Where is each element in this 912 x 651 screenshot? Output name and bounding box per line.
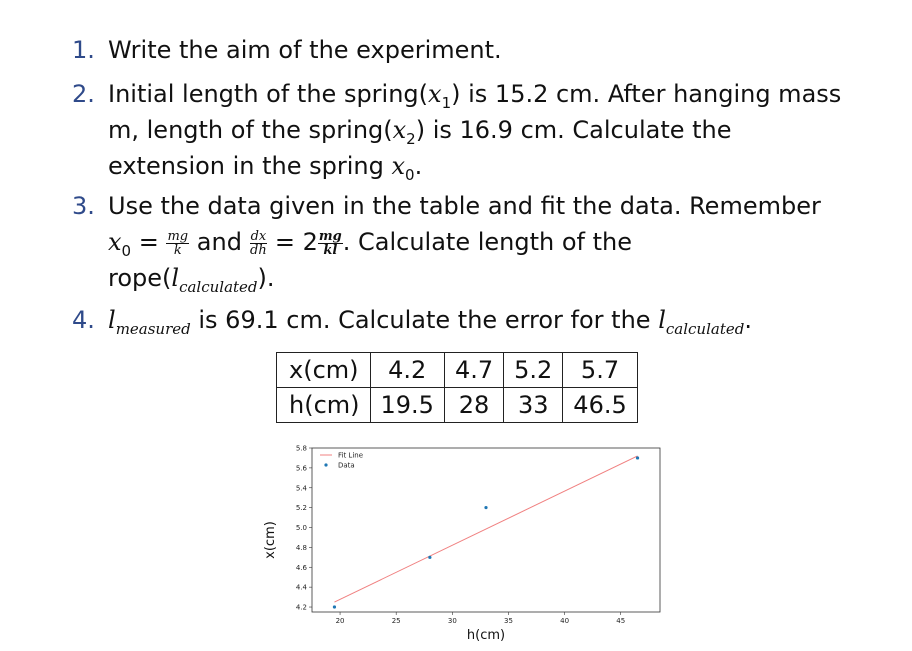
- subscript: 1: [441, 93, 452, 112]
- y-tick-label: 5.8: [295, 444, 307, 453]
- question-number: 3.: [72, 192, 95, 220]
- numerator: dx: [250, 228, 267, 244]
- table-cell: 46.5: [563, 388, 637, 423]
- subscript: 0: [121, 241, 132, 260]
- subscript: calculated: [665, 319, 745, 338]
- text-segment: Use the data given in the table and fit the data. Remember: [108, 192, 821, 220]
- subscript: 0: [405, 165, 415, 184]
- fraction: [318, 230, 343, 257]
- table-cell: 5.7: [563, 353, 637, 388]
- y-tick-label: 4.8: [295, 543, 307, 552]
- table-cell: 5.2: [504, 353, 563, 388]
- subscript: 2: [406, 129, 416, 148]
- text-segment: . Calculate length of the: [342, 228, 633, 256]
- table-cell: 28: [444, 388, 503, 423]
- math-var: x: [392, 116, 407, 144]
- table-cell: 19.5: [370, 388, 444, 423]
- text-segment: ) is 16.9 cm. Calculate the: [415, 116, 732, 144]
- text-segment: .: [744, 306, 752, 334]
- math-var: x: [391, 152, 406, 180]
- data-point: [428, 556, 431, 559]
- y-axis-label: x(cm): [263, 521, 278, 559]
- denominator: dh: [250, 242, 267, 258]
- y-tick-label: 5.6: [295, 464, 307, 473]
- scatter-chart: [260, 440, 680, 645]
- x-tick-label: 20: [335, 617, 345, 625]
- denominator: kl: [323, 242, 338, 258]
- text-segment: ) is 15.2 cm. After hanging mass: [451, 80, 842, 108]
- table-row: [277, 353, 638, 388]
- x-tick-label: 25: [391, 617, 401, 625]
- question-line: [108, 148, 422, 193]
- math-var: l: [171, 264, 180, 292]
- y-tick-label: 4.2: [295, 603, 307, 612]
- question-number: 1.: [72, 36, 95, 64]
- table-cell: 4.2: [370, 353, 444, 388]
- math-var: x: [108, 228, 122, 256]
- legend-data-label: Data: [338, 461, 355, 470]
- x-tick-label: 35: [503, 617, 513, 625]
- table-cell: 33: [504, 388, 563, 423]
- y-tick-label: 5.0: [295, 524, 307, 533]
- x-tick-label: 30: [447, 617, 457, 625]
- row-label: x(cm): [277, 353, 371, 388]
- data-point: [484, 506, 487, 509]
- y-tick-label: 5.4: [295, 484, 307, 493]
- numerator: mg: [167, 228, 189, 244]
- question-number: 4.: [72, 306, 95, 334]
- text-segment: rope(: [108, 264, 172, 292]
- legend-fit-label: Fit Line: [338, 451, 364, 460]
- math-var: l: [108, 306, 116, 334]
- y-tick-label: 4.4: [295, 583, 307, 592]
- legend-data-swatch: [324, 463, 327, 466]
- fraction: [166, 230, 189, 257]
- fraction: [250, 230, 268, 257]
- text-segment: extension in the spring: [108, 152, 392, 180]
- question-line: [108, 188, 821, 224]
- text-segment: .: [414, 152, 423, 180]
- equals-sign: = 2: [274, 228, 318, 256]
- data-point: [636, 456, 639, 459]
- question-number: 2.: [72, 80, 95, 108]
- equals-sign: =: [138, 228, 159, 256]
- denominator: k: [173, 242, 182, 258]
- math-var: x: [428, 80, 442, 108]
- text-segment: m, length of the spring(: [108, 116, 393, 144]
- row-label: h(cm): [277, 388, 371, 423]
- table-row: [277, 388, 638, 423]
- text-segment: Initial length of the spring(: [108, 80, 429, 108]
- table-cell: 4.7: [444, 353, 503, 388]
- x-tick-label: 40: [560, 617, 570, 625]
- text-segment: and: [196, 228, 242, 256]
- numerator: mg: [318, 228, 342, 244]
- math-var: l: [658, 306, 666, 334]
- text-segment: is 69.1 cm. Calculate the error for the: [190, 306, 659, 334]
- question-line: [108, 260, 275, 305]
- text-segment: ).: [257, 264, 275, 292]
- question-text: Write the aim of the experiment.: [108, 36, 502, 64]
- fit-line: [334, 456, 637, 602]
- x-tick-label: 45: [616, 617, 626, 625]
- subscript: measured: [115, 319, 191, 338]
- data-point: [333, 605, 336, 608]
- y-tick-label: 4.6: [295, 563, 307, 572]
- question-line: [108, 302, 752, 347]
- data-table: [276, 352, 638, 423]
- subscript: calculated: [179, 277, 258, 296]
- x-axis-label: h(cm): [466, 628, 506, 643]
- y-tick-label: 5.2: [295, 504, 307, 513]
